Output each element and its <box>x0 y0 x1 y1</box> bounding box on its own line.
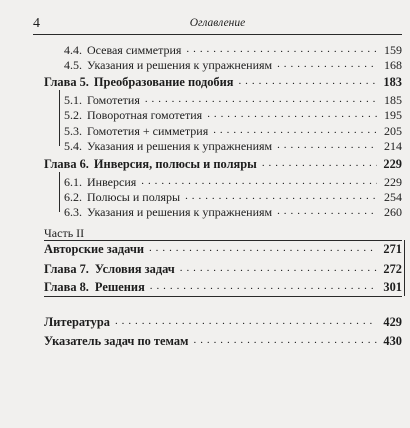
toc-chapter-7[interactable] <box>44 262 402 278</box>
entry-page: 159 <box>384 43 402 57</box>
leader-dots <box>262 161 377 171</box>
entry-title: Указания и решения к упражнениям <box>87 58 273 72</box>
part-rule <box>44 240 402 241</box>
chapter-page: 183 <box>383 75 402 89</box>
entry-page: 229 <box>384 175 402 189</box>
entry-number: 4.4. <box>64 43 82 57</box>
entry-title: Поворотная гомотетия <box>87 108 203 122</box>
leader-dots <box>277 143 377 153</box>
toc-chapter-6[interactable] <box>44 157 402 173</box>
back-page: 429 <box>383 315 402 329</box>
entry-title: Осевая симметрия <box>87 43 182 57</box>
leader-dots <box>185 194 377 204</box>
chapter-number: Глава 7. <box>44 262 89 276</box>
chapter-page: 229 <box>383 157 402 171</box>
toc-part-2[interactable] <box>44 242 402 258</box>
toc-entry-5-1[interactable] <box>64 93 402 109</box>
entry-number: 6.3. <box>64 205 82 219</box>
back-page: 430 <box>383 334 402 348</box>
chapter-number: Глава 6. <box>44 157 89 171</box>
back-title: Литература <box>44 315 110 329</box>
leader-dots <box>115 319 377 329</box>
leader-dots <box>277 62 377 72</box>
entry-page: 214 <box>384 139 402 153</box>
entry-page: 260 <box>384 205 402 219</box>
entry-number: 5.3. <box>64 124 82 138</box>
chapter-title: Преобразование подобия <box>93 75 234 89</box>
toc-problem-index[interactable] <box>44 334 402 350</box>
toc-entry-6-2[interactable] <box>64 190 402 206</box>
running-head <box>33 16 402 32</box>
running-title: Оглавление <box>189 17 246 29</box>
entry-title: Инверсия <box>87 175 137 189</box>
chapter-page: 301 <box>383 280 402 294</box>
chapter-title: Условия задач <box>94 262 175 276</box>
leader-dots <box>145 97 377 107</box>
toc-entry-4-4[interactable] <box>64 43 402 59</box>
back-title: Указатель задач по темам <box>44 334 189 348</box>
entry-number: 4.5. <box>64 58 82 72</box>
chapter-number: Глава 5. <box>44 75 89 89</box>
entry-page: 254 <box>384 190 402 204</box>
entry-title: Гомотетия + симметрия <box>87 124 209 138</box>
entry-page: 195 <box>384 108 402 122</box>
toc-chapter-5[interactable] <box>44 75 402 91</box>
leader-dots <box>180 266 377 276</box>
chapter-title: Решения <box>94 280 145 294</box>
leader-dots <box>149 246 377 256</box>
chapter-page: 272 <box>383 262 402 276</box>
toc-entry-5-4[interactable] <box>64 139 402 155</box>
entry-title: Указания и решения к упражнениям <box>87 139 273 153</box>
entry-page: 185 <box>384 93 402 107</box>
chapter-title: Инверсия, полюсы и поляры <box>93 157 257 171</box>
leader-dots <box>207 112 377 122</box>
chapter-number: Глава 8. <box>44 280 89 294</box>
toc-references[interactable] <box>44 315 402 331</box>
entry-number: 5.4. <box>64 139 82 153</box>
entry-title: Гомотетия <box>87 93 140 107</box>
leader-dots <box>213 128 377 138</box>
toc-entry-6-3[interactable] <box>64 205 402 221</box>
entry-number: 6.2. <box>64 190 82 204</box>
entry-page: 205 <box>384 124 402 138</box>
part-bottom-rule <box>44 296 402 297</box>
leader-dots <box>186 47 377 57</box>
entry-number: 5.1. <box>64 93 82 107</box>
header-rule <box>33 34 402 35</box>
part-bracket <box>404 240 405 296</box>
chapter-bracket <box>59 172 60 212</box>
toc-entry-4-5[interactable] <box>64 58 402 74</box>
part-title: Авторские задачи <box>44 242 144 256</box>
toc-entry-5-2[interactable] <box>64 108 402 124</box>
leader-dots <box>141 179 377 189</box>
entry-title: Полюсы и поляры <box>87 190 181 204</box>
leader-dots <box>194 338 378 348</box>
toc-chapter-8[interactable] <box>44 280 402 296</box>
chapter-bracket <box>59 90 60 146</box>
part-page: 271 <box>383 242 402 256</box>
part-label: Часть II <box>44 226 85 240</box>
leader-dots <box>238 79 377 89</box>
entry-number: 5.2. <box>64 108 82 122</box>
leader-dots <box>150 284 377 294</box>
page-number: 4 <box>33 16 40 31</box>
toc-entry-5-3[interactable] <box>64 124 402 140</box>
leader-dots <box>277 209 377 219</box>
entry-number: 6.1. <box>64 175 82 189</box>
entry-title: Указания и решения к упражнениям <box>87 205 273 219</box>
toc-entry-6-1[interactable] <box>64 175 402 191</box>
entry-page: 168 <box>384 58 402 72</box>
